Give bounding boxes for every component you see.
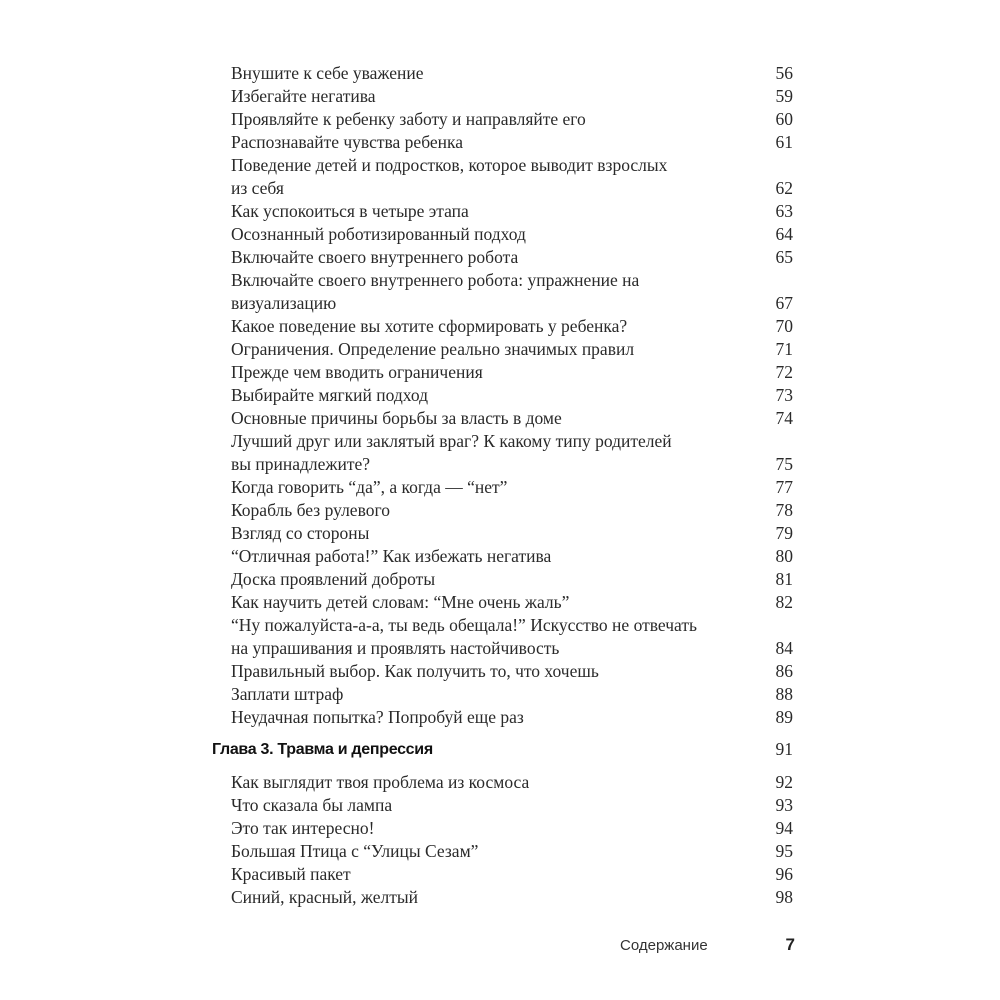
toc-entry-title: вы принадлежите? — [231, 454, 371, 474]
toc-entry — [231, 154, 793, 177]
toc-entry-page: 63 — [775, 201, 793, 221]
toc-entry-title: Проявляйте к ребенку заботу и направляйте его — [231, 109, 586, 129]
toc-entry — [231, 430, 793, 453]
toc-entry — [231, 131, 793, 154]
toc-entry — [231, 591, 793, 614]
toc-entry-title: визуализацию — [231, 293, 337, 313]
toc-entry-title: Ограничения. Определение реально значимых правил — [231, 339, 635, 359]
toc-entry-page: 98 — [775, 887, 793, 907]
toc-entry — [231, 269, 793, 292]
toc-entry — [231, 637, 793, 660]
toc-entry-title: Большая Птица с “Улицы Сезам” — [231, 841, 479, 861]
toc-entry-page: 60 — [775, 109, 793, 129]
toc-entry-page: 93 — [775, 795, 793, 815]
toc-entry-page: 72 — [775, 362, 793, 382]
toc-entry-page: 74 — [775, 408, 793, 428]
toc-entry-title: Осознанный роботизированный подход — [231, 224, 526, 244]
toc-entry — [231, 522, 793, 545]
toc-entry-page: 71 — [775, 339, 793, 359]
toc-entry-page: 88 — [775, 684, 793, 704]
toc-entry-title: Прежде чем вводить ограничения — [231, 362, 483, 382]
toc-entry-title: Включайте своего внутреннего робота — [231, 247, 519, 267]
toc-entry-page: 81 — [775, 569, 793, 589]
toc-entry-page: 75 — [775, 454, 793, 474]
toc-entry-page: 82 — [775, 592, 793, 612]
toc-entry-title: Правильный выбор. Как получить то, что хочешь — [231, 661, 599, 681]
toc-entry-page: 62 — [775, 178, 793, 198]
toc-entry-title: Основные причины борьбы за власть в доме — [231, 408, 562, 428]
toc-entry — [231, 499, 793, 522]
toc-entry — [231, 223, 793, 246]
toc-entry-title: Какое поведение вы хотите сформировать у ребенка? — [231, 316, 628, 336]
toc-entry — [231, 817, 793, 840]
toc-entry — [231, 863, 793, 886]
chapter-heading — [212, 738, 793, 761]
toc-entry-page: 70 — [775, 316, 793, 336]
toc-entry-page: 96 — [775, 864, 793, 884]
toc-entry — [231, 886, 793, 909]
toc-entry — [231, 177, 793, 200]
chapter-page: 91 — [775, 739, 793, 759]
toc-section-1 — [231, 62, 793, 729]
toc-entry-page: 78 — [775, 500, 793, 520]
page-footer — [620, 935, 795, 955]
toc-section-2 — [231, 771, 793, 909]
toc-entry — [231, 683, 793, 706]
toc-entry — [231, 794, 793, 817]
toc-entry-title: на упрашивания и проявлять настойчивость — [231, 638, 560, 658]
toc-entry — [231, 614, 793, 637]
toc-entry-title: Красивый пакет — [231, 864, 351, 884]
toc-entry — [231, 568, 793, 591]
toc-entry-title: Как выглядит твоя проблема из космоса — [231, 772, 530, 792]
toc-entry — [231, 361, 793, 384]
toc-entry-page: 84 — [775, 638, 793, 658]
toc-entry — [231, 85, 793, 108]
toc-entry — [231, 476, 793, 499]
toc-entry-title: Неудачная попытка? Попробуй еще раз — [231, 707, 524, 727]
toc-entry-title: Выбирайте мягкий подход — [231, 385, 429, 405]
toc-entry — [231, 108, 793, 131]
toc-entry-page: 79 — [775, 523, 793, 543]
toc-entry — [231, 407, 793, 430]
toc-entry — [231, 338, 793, 361]
toc-entry — [231, 315, 793, 338]
toc-entry-page: 56 — [775, 63, 793, 83]
toc-entry-title: Это так интересно! — [231, 818, 375, 838]
toc-entry-title: Когда говорить “да”, а когда — “нет” — [231, 477, 508, 497]
toc-entry — [231, 200, 793, 223]
toc-entry-title: Лучший друг или заклятый враг? К какому типу родителей — [231, 431, 672, 451]
toc-entry-title: из себя — [231, 178, 284, 198]
toc-entry — [231, 771, 793, 794]
toc-entry-title: Заплати штраф — [231, 684, 344, 704]
toc-entry-page: 95 — [775, 841, 793, 861]
toc-entry-title: Корабль без рулевого — [231, 500, 390, 520]
chapter-title: Глава 3. Травма и депрессия — [212, 741, 433, 758]
toc-entry-title: Избегайте негатива — [231, 86, 376, 106]
toc-entry — [231, 660, 793, 683]
toc-entry-page: 77 — [775, 477, 793, 497]
toc-entry — [231, 62, 793, 85]
page-number: 7 — [785, 935, 795, 954]
toc-entry-title: “Ну пожалуйста-а-а, ты ведь обещала!” Искусство не отвечать — [231, 615, 697, 635]
toc-entry-title: Как успокоиться в четыре этапа — [231, 201, 469, 221]
toc-entry-title: Как научить детей словам: “Мне очень жаль” — [231, 592, 570, 612]
toc-entry — [231, 706, 793, 729]
toc-entry-page: 94 — [775, 818, 793, 838]
toc-entry — [231, 384, 793, 407]
toc-entry — [231, 246, 793, 269]
toc-entry-title: Распознавайте чувства ребенка — [231, 132, 464, 152]
toc-entry-page: 73 — [775, 385, 793, 405]
running-footer-label: Содержание — [620, 937, 708, 954]
toc-entry-page: 80 — [775, 546, 793, 566]
toc-entry-page: 86 — [775, 661, 793, 681]
toc-entry — [231, 840, 793, 863]
toc-entry — [231, 453, 793, 476]
toc-entry — [231, 292, 793, 315]
toc-entry-page: 65 — [775, 247, 793, 267]
toc-entry-title: Поведение детей и подростков, которое выводит взрослых — [231, 155, 668, 175]
toc-entry-title: Взгляд со стороны — [231, 523, 370, 543]
toc-entry-title: Что сказала бы лампа — [231, 795, 393, 815]
toc-entry-page: 64 — [775, 224, 793, 244]
toc-entry-title: Доска проявлений доброты — [231, 569, 436, 589]
toc-entry-page: 92 — [775, 772, 793, 792]
toc-entry-page: 59 — [775, 86, 793, 106]
toc-entry — [231, 545, 793, 568]
toc-entry-page: 89 — [775, 707, 793, 727]
toc-entry-title: Внушите к себе уважение — [231, 63, 424, 83]
toc-entry-title: Синий, красный, желтый — [231, 887, 419, 907]
toc-entry-title: Включайте своего внутреннего робота: упражнение на — [231, 270, 640, 290]
toc-entry-page: 67 — [775, 293, 793, 313]
toc-entry-page: 61 — [775, 132, 793, 152]
toc-entry-title: “Отличная работа!” Как избежать негатива — [231, 546, 552, 566]
